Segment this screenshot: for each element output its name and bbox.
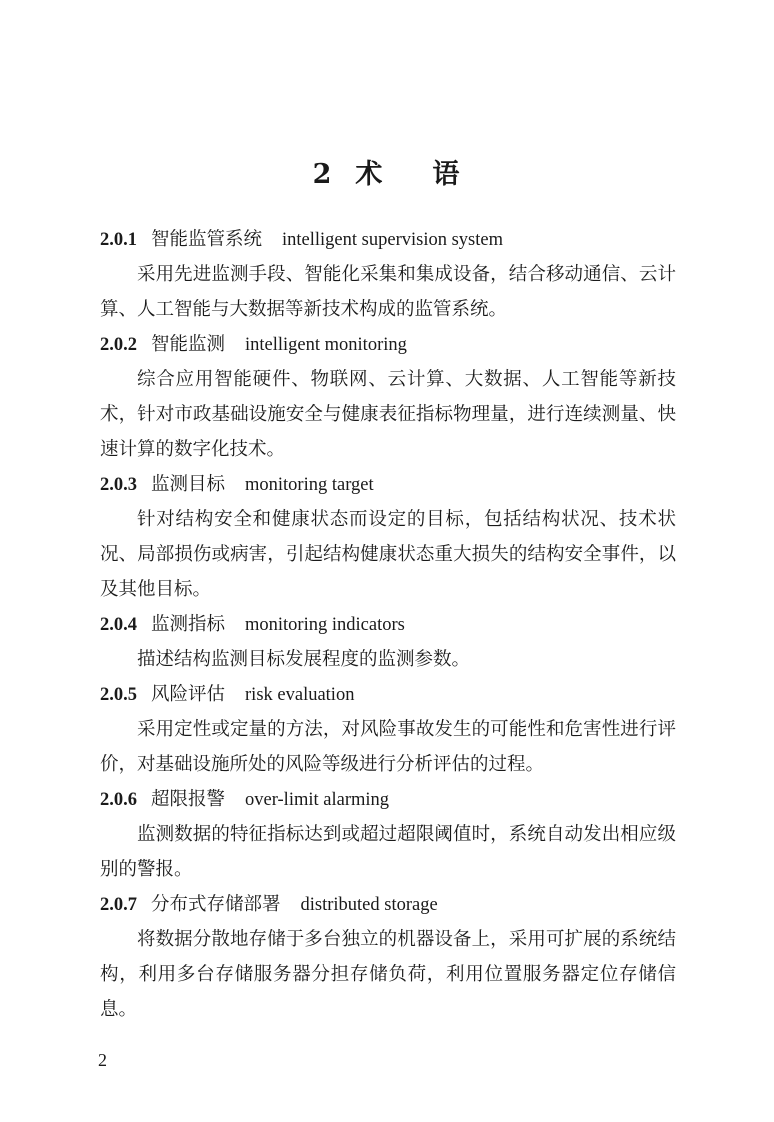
term-chinese: 超限报警 <box>151 789 226 810</box>
term-english: distributed storage <box>300 895 438 915</box>
term-definition: 采用定性或定量的方法，对风险事故发生的可能性和危害性进行评价，对基础设施所处的风险等级进行分析评估的过程。 <box>100 719 676 775</box>
term-definition: 将数据分散地存储于多台独立的机器设备上，采用可扩展的系统结构，利用多台存储服务器分担存储负荷，利用位置服务器定位存储信息。 <box>100 929 676 1020</box>
term-english: monitoring indicators <box>245 615 405 635</box>
term-number: 2.0.1 <box>100 230 137 250</box>
page-number: 2 <box>98 1050 107 1070</box>
term-definition: 描述结构监测目标发展程度的监测参数。 <box>137 649 471 670</box>
term-heading <box>100 607 676 642</box>
term-english: over-limit alarming <box>245 790 390 810</box>
terms-list <box>100 222 676 1027</box>
term-entry <box>100 467 676 607</box>
term-definition: 针对结构安全和健康状态而设定的目标，包括结构状况、技术状况、局部损伤或病害，引起结构健康状态重大损失的结构安全事件，以及其他目标。 <box>100 509 676 600</box>
term-english: monitoring target <box>245 475 374 495</box>
term-english: intelligent supervision system <box>282 230 503 250</box>
chapter-title-char-1: 术 <box>355 159 385 190</box>
term-chinese: 监测目标 <box>151 474 226 495</box>
term-entry <box>100 222 676 327</box>
term-heading <box>100 782 676 817</box>
term-entry <box>100 327 676 467</box>
term-number: 2.0.7 <box>100 895 137 915</box>
term-number: 2.0.6 <box>100 790 137 810</box>
term-english: intelligent monitoring <box>245 335 407 355</box>
term-chinese: 监测指标 <box>151 614 226 635</box>
term-definition: 监测数据的特征指标达到或超过超限阈值时，系统自动发出相应级别的警报。 <box>100 824 676 880</box>
term-definition: 采用先进监测手段、智能化采集和集成设备，结合移动通信、云计算、人工智能与大数据等新技术构成的监管系统。 <box>100 264 676 320</box>
page-title <box>0 152 774 191</box>
term-chinese: 智能监管系统 <box>151 229 263 250</box>
term-heading <box>100 222 676 257</box>
chapter-number: 2 <box>312 159 334 190</box>
term-entry <box>100 887 676 1027</box>
term-english: risk evaluation <box>245 685 355 705</box>
term-number: 2.0.4 <box>100 615 137 635</box>
term-heading <box>100 327 676 362</box>
term-number: 2.0.2 <box>100 335 137 355</box>
term-definition: 综合应用智能硬件、物联网、云计算、大数据、人工智能等新技术，针对市政基础设施安全与健康表征指标物理量，进行连续测量、快速计算的数字化技术。 <box>100 369 676 460</box>
term-number: 2.0.5 <box>100 685 137 705</box>
term-entry <box>100 782 676 887</box>
term-heading <box>100 887 676 922</box>
term-chinese: 风险评估 <box>151 684 226 705</box>
term-number: 2.0.3 <box>100 475 137 495</box>
chapter-title-char-2: 语 <box>432 159 462 190</box>
term-heading <box>100 467 676 502</box>
term-chinese: 分布式存储部署 <box>151 894 281 915</box>
term-heading <box>100 677 676 712</box>
term-entry <box>100 677 676 782</box>
term-entry <box>100 607 676 677</box>
term-chinese: 智能监测 <box>151 334 226 355</box>
